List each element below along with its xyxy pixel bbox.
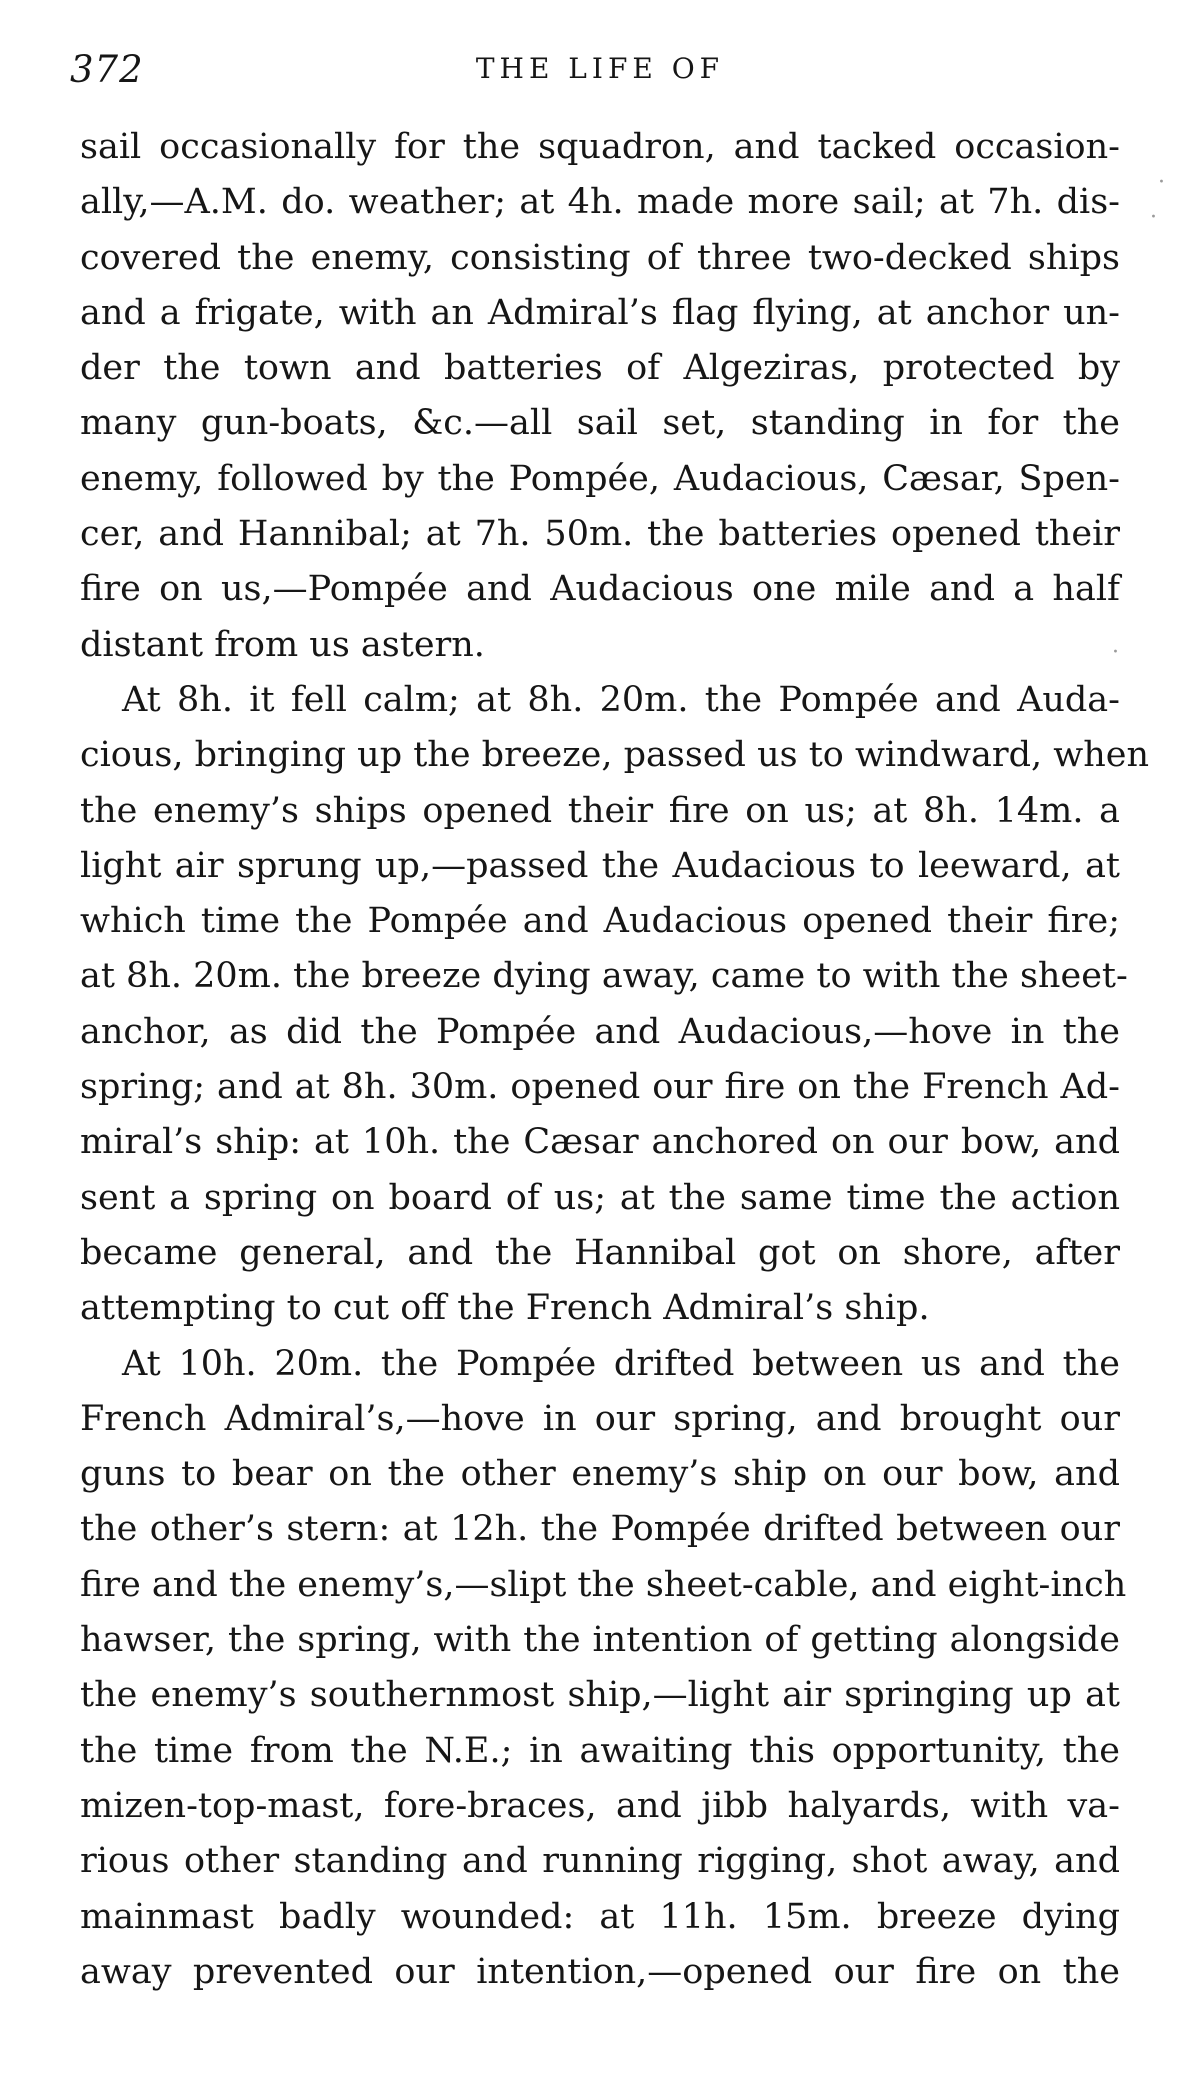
text-line: sent a spring on board of us; at the same time the action [80,1177,1120,1218]
text-line: spring; and at 8h. 30m. opened our fire on the French Ad- [80,1067,1120,1108]
text-line: many gun-boats, &c.—all sail set, standing in for the [80,403,1120,444]
text-line: which time the Pompée and Audacious opened their fire; [80,901,1120,942]
paragraph-last-line: attempting to cut off the French Admiral’s ship. [80,1288,930,1329]
text-line: rious other standing and running rigging, shot away, and [80,1841,1120,1882]
text-line: French Admiral’s,—hove in our spring, and brought our [80,1398,1120,1439]
margin-speck: · [1112,640,1119,665]
page-number: 372 [70,48,144,91]
text-line: ally,—A.M. do. weather; at 4h. made more sail; at 7h. dis- [80,182,1120,223]
text-line: the enemy’s ships opened their fire on us; at 8h. 14m. a [80,790,1120,831]
page-header [70,48,1130,98]
text-line: cious, bringing up the breeze, passed us to windward, when [80,735,1150,776]
margin-speck: · [1158,170,1165,195]
text-line: and a frigate, with an Admiral’s flag flying, at anchor un- [80,292,1120,333]
text-line: cer, and Hannibal; at 7h. 50m. the batteries opened their [80,514,1120,555]
text-line: the enemy’s southernmost ship,—light air springing up at [80,1675,1120,1716]
text-line: der the town and batteries of Algeziras, protected by [80,348,1120,389]
text-line: mizen-top-mast, fore-braces, and jibb halyards, with va- [80,1785,1120,1826]
text-line: the other’s stern: at 12h. the Pompée drifted between our [80,1509,1120,1550]
margin-speck: · [1150,205,1157,230]
text-line: light air sprung up,—passed the Audacious to leeward, at [80,845,1120,886]
paragraph-first-line: At 8h. it fell calm; at 8h. 20m. the Pompée and Auda- [122,679,1120,720]
text-line: guns to bear on the other enemy’s ship on our bow, and [80,1454,1120,1495]
page-body-text [80,120,1150,2000]
text-line: fire on us,—Pompée and Audacious one mile and a half [80,569,1120,610]
text-line: at 8h. 20m. the breeze dying away, came to with the sheet- [80,956,1128,997]
text-line: away prevented our intention,—opened our fire on the [80,1951,1120,1992]
text-line: anchor, as did the Pompée and Audacious,—hove in the [80,1011,1120,1052]
text-line: hawser, the spring, with the intention of getting alongside [80,1620,1120,1661]
text-line: mainmast badly wounded: at 11h. 15m. breeze dying [80,1896,1120,1937]
paragraph-last-line: distant from us astern. [80,624,485,665]
text-line: fire and the enemy’s,—slipt the sheet-cable, and eight-inch [80,1564,1127,1605]
text-line: enemy, followed by the Pompée, Audacious, Cæsar, Spen- [80,458,1120,499]
text-line: became general, and the Hannibal got on shore, after [80,1232,1120,1273]
text-line: the time from the N.E.; in awaiting this opportunity, the [80,1730,1120,1771]
text-line: miral’s ship: at 10h. the Cæsar anchored on our bow, and [80,1122,1120,1163]
running-title: THE LIFE OF [475,52,725,85]
text-line: covered the enemy, consisting of three two-decked ships [80,237,1120,278]
text-line: sail occasionally for the squadron, and tacked occasion- [80,127,1120,167]
paragraph-first-line: At 10h. 20m. the Pompée drifted between us and the [122,1343,1120,1384]
